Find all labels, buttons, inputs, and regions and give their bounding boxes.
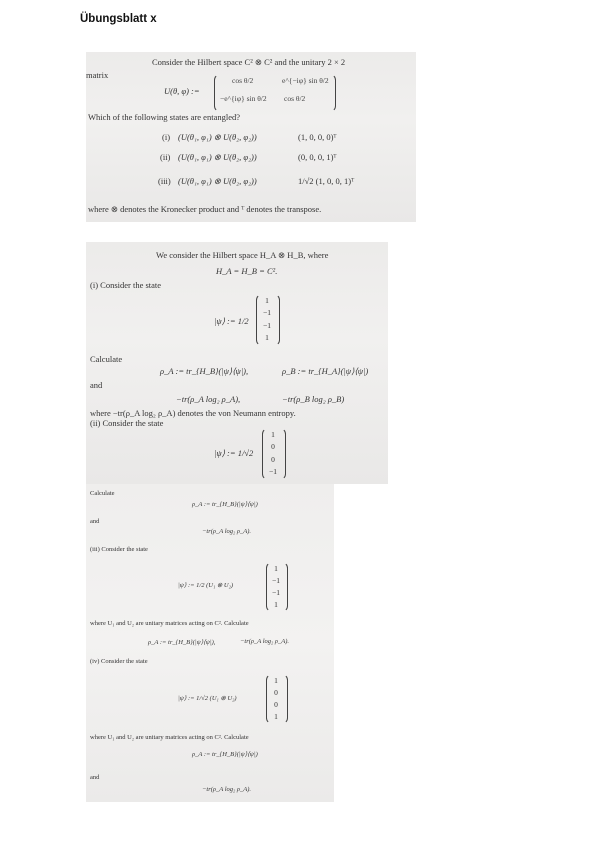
state-3-lhs: |ψ⟩ := 1/2 (U₁ ⊗ U₂) <box>178 582 234 589</box>
where-u3: where U₁ and U₂ are unitary matrices acting on C². Calculate <box>90 620 249 627</box>
state-2-vector <box>262 428 284 478</box>
state-2-entry: −1 <box>269 467 277 477</box>
item-i-vector: (1, 0, 0, 0)ᵀ <box>298 132 337 142</box>
aufgabe-2-scan-upper <box>86 242 388 484</box>
where-entropy: where −tr(ρ_A log₂ ρ_A) denotes the von Neumann entropy. <box>90 408 296 418</box>
matrix-lhs: U(θ, φ) := <box>164 86 200 96</box>
part-i-label: (i) Consider the state <box>90 280 162 290</box>
state-1-lhs: |ψ⟩ := 1/2 <box>214 316 249 326</box>
and-4: and <box>90 774 100 781</box>
rho-a-2: ρ_A := tr_{H_B}(|ψ⟩⟨ψ|) <box>192 501 258 508</box>
calculate-2: Calculate <box>90 490 115 497</box>
state-4-entry: 1 <box>274 675 278 685</box>
state-2-entry: 1 <box>271 429 275 439</box>
state-1-vector <box>256 294 278 344</box>
state-4-vector <box>266 674 286 722</box>
aufgabe-1-intro-matrix: matrix <box>86 70 109 80</box>
state-4-entry: 0 <box>274 699 278 709</box>
state-2-lhs: |ψ⟩ := 1/√2 <box>214 448 254 458</box>
and-1: and <box>90 380 103 390</box>
rho-b-1: ρ_B := tr_{H_A}(|ψ⟩⟨ψ|) <box>282 366 369 376</box>
aufgabe-1-intro: Consider the Hilbert space C² ⊗ C² and the unitary 2 × 2 <box>152 57 346 67</box>
rho-a-4: ρ_A := tr_{H_B}(|ψ⟩⟨ψ|) <box>192 751 258 758</box>
state-4-entry: 1 <box>274 711 278 721</box>
state-1-entry: −1 <box>263 320 271 330</box>
part-iii-label: (iii) Consider the state <box>90 546 148 553</box>
entropy-a-1: −tr(ρ_A log₂ ρ_A), <box>176 394 241 404</box>
rho-a-3: ρ_A := tr_{H_B}(|ψ⟩⟨ψ|), <box>148 639 216 646</box>
aufgabe-1-footnote: where ⊗ denotes the Kronecker product and ᵀ denotes the transpose. <box>88 204 322 214</box>
matrix-entry-12: e^{−iφ} sin θ/2 <box>282 76 329 85</box>
item-i-operator: (U(θ₁, φ₁) ⊗ U(θ₂, φ₂)) <box>178 132 257 142</box>
matrix-entry-22: cos θ/2 <box>284 94 306 103</box>
aufgabe-2-intro: We consider the Hilbert space H_A ⊗ H_B, where <box>156 250 329 260</box>
matrix-entry-21: −e^{iφ} sin θ/2 <box>220 94 267 103</box>
state-2-entry: 0 <box>271 454 275 464</box>
aufgabe-1-question: Which of the following states are entangled? <box>88 112 240 122</box>
entropy-b-1: −tr(ρ_B log₂ ρ_B) <box>282 394 345 404</box>
part-iv-label: (iv) Consider the state <box>90 658 148 665</box>
part-ii-label: (ii) Consider the state <box>90 418 164 428</box>
item-ii-operator: (U(θ₁, φ₁) ⊗ U(θ₂, φ₂)) <box>178 152 257 162</box>
entropy-a-2: −tr(ρ_A log₂ ρ_A). <box>202 528 252 535</box>
aufgabe-1-scan <box>86 52 416 222</box>
state-3-vector <box>266 562 286 610</box>
entropy-a-4: −tr(ρ_A log₂ ρ_A). <box>202 786 252 793</box>
where-u4: where U₁ and U₂ are unitary matrices acting on C². Calculate <box>90 734 249 741</box>
state-2-entry: 0 <box>271 442 275 452</box>
state-4-lhs: |ψ⟩ := 1/√2 (U₁ ⊗ U₂) <box>178 695 237 702</box>
state-3-entry: 1 <box>274 563 278 573</box>
aufgabe-2-spaces: H_A = H_B = C². <box>216 266 278 276</box>
state-3-entry: 1 <box>274 599 278 609</box>
aufgabe-2-scan-lower <box>86 484 334 802</box>
state-1-entry: −1 <box>263 308 271 318</box>
item-ii-vector: (0, 0, 0, 1)ᵀ <box>298 152 337 162</box>
state-1-entry: 1 <box>265 333 269 343</box>
sheet-title: Übungsblatt x <box>80 13 157 25</box>
and-2: and <box>90 518 100 525</box>
rho-a-1: ρ_A := tr_{H_B}(|ψ⟩⟨ψ|), <box>160 366 249 376</box>
state-3-entry: −1 <box>272 575 280 585</box>
state-4-entry: 0 <box>274 687 278 697</box>
entropy-a-3: −tr(ρ_A log₂ ρ_A). <box>240 638 290 645</box>
item-ii-num: (ii) <box>160 152 171 162</box>
calculate-1: Calculate <box>90 354 123 364</box>
state-1-entry: 1 <box>265 295 269 305</box>
state-3-entry: −1 <box>272 587 280 597</box>
item-iii-operator: (U(θ₁, φ₁) ⊗ U(θ₂, φ₂)) <box>178 176 257 186</box>
item-iii-num: (iii) <box>158 176 171 186</box>
matrix-entry-11: cos θ/2 <box>232 76 254 85</box>
item-iii-vector: 1/√2 (1, 0, 0, 1)ᵀ <box>298 176 355 186</box>
item-i-num: (i) <box>162 132 171 142</box>
